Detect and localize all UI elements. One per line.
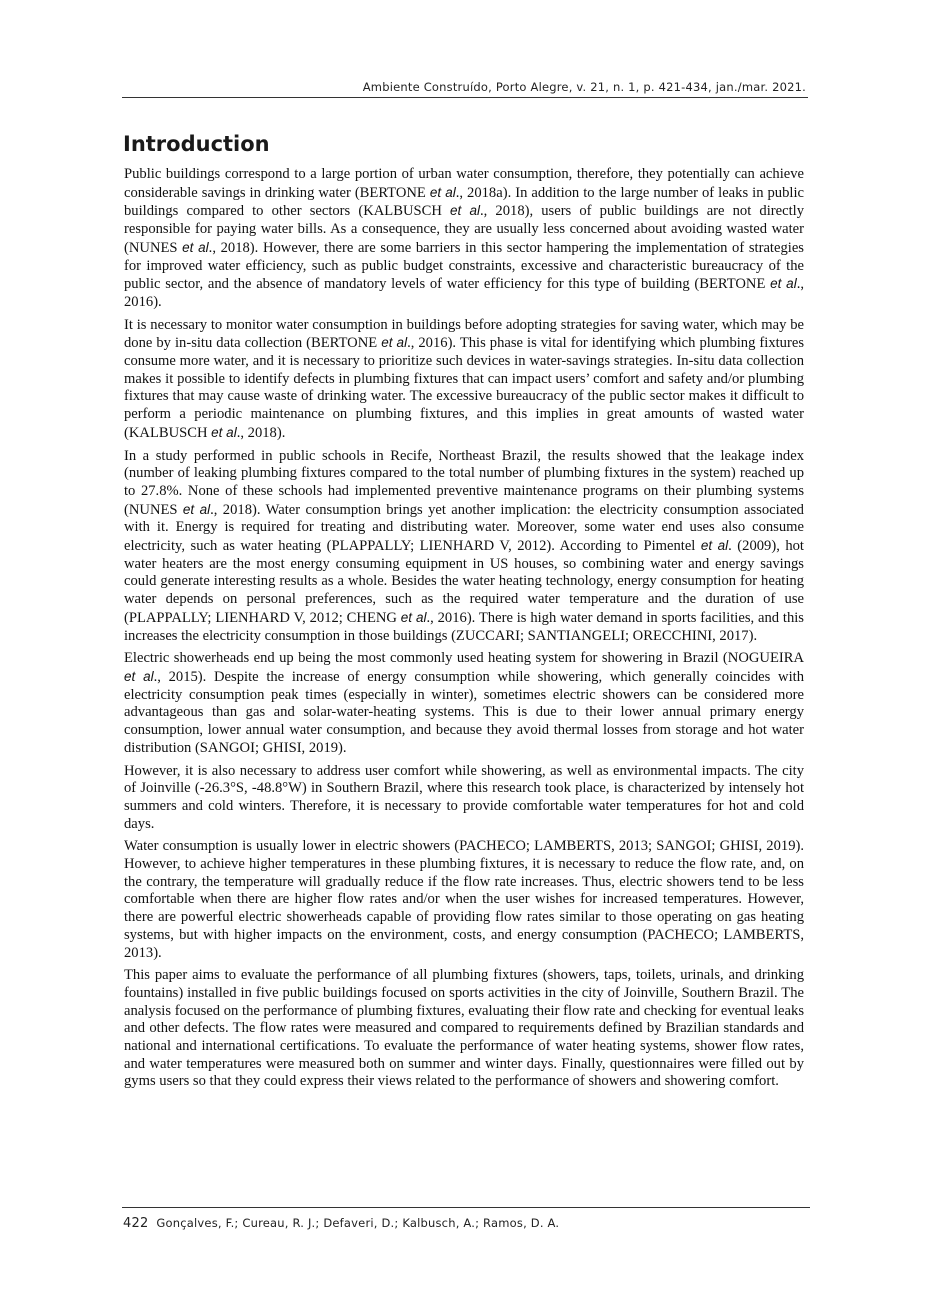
text-run: ., 2018), users of public buildings are not directly responsible for paying water bills. As a consequence, they are usually less concerned about avoiding wasted water (NUNES	[124, 203, 804, 256]
page-footer	[123, 1216, 559, 1231]
page-number: 422	[123, 1216, 149, 1231]
text-run: However, it is also necessary to address user comfort while showering, as well as environmental impacts. The city of Joinville (-26.3°S, -48.8°W) in Southern Brazil, where this research took place, is characterized by intensely hot summers and cold winters. Therefore, it is necessary to provide comfortable water temperatures for hot and cold days.	[124, 762, 804, 832]
body-text	[124, 166, 804, 1096]
text-run: ., 2016). This phase is vital for identifying which plumbing fixtures consume more water, and it is necessary to prioritize such devices in water-savings strategies. In-situ data collection makes it possible to identify defects in plumbing fixtures that can impact users’ comfort and safety and/or plumbing fixtures that may cause waste of drinking water. The excessive bureaucracy of the public sector makes it difficult to perform a periodic maintenance on plumbing fixtures, and this implies in great amounts of wasted water (KALBUSCH	[124, 335, 804, 441]
et-al-italic: et al	[450, 203, 480, 219]
text-run: This paper aims to evaluate the performance of all plumbing fixtures (showers, taps, toilets, urinals, and drinking fountains) installed in five public buildings focused on sports activities in the city of Joinville, Southern Brazil. The analysis focused on the performance of plumbing fixtures, evaluating their flow rate and checking for eventual leaks and other defects. The flow rates were measured and compared to requirements defined by Brazilian standards and national and international certifications. To evaluate the performance of water heating systems, shower flow rates, and water temperatures were measured both on summer and winter days. Finally, questionnaires were filled out by gyms users so that they could express their views related to the performance of showers and showering comfort.	[124, 967, 804, 1090]
et-al-italic: et al	[770, 276, 797, 292]
et-al-italic: et al	[124, 668, 154, 684]
et-al-italic: et al	[700, 538, 729, 554]
footer-divider	[122, 1207, 810, 1208]
text-run: ., 2018a). In addition to the large number of leaks in public buildings compared to other sectors (KALBUSCH	[124, 184, 804, 220]
paragraph	[124, 317, 804, 443]
et-al-italic: et al	[429, 184, 456, 200]
text-run: Electric showerheads end up being the most commonly used heating system for showering in Brazil (NOGUEIRA	[124, 650, 804, 667]
et-al-italic: et al	[211, 424, 237, 440]
et-al-italic: et al	[381, 335, 408, 351]
et-al-italic: et al	[182, 239, 209, 255]
paragraph	[124, 166, 804, 312]
footer-authors: Gonçalves, F.; Cureau, R. J.; Defaveri, D.; Kalbusch, A.; Ramos, D. A.	[156, 1216, 560, 1230]
header-divider	[122, 97, 808, 98]
text-run: . (2009), hot water heaters are the most energy consuming equipment in US houses, so combining water and energy savings could generate interesting results as a whole. Besides the water heating technology, energy consumption for heating water depends on personal preferences, such as the required water temperature and the duration of use (PLAPPALLY; LIENHARD V, 2012; CHENG	[124, 538, 804, 626]
running-header: Ambiente Construído, Porto Alegre, v. 21, n. 1, p. 421-434, jan./mar. 2021.	[362, 80, 806, 94]
text-run: ., 2018). However, there are some barriers in this sector hampering the implementation of strategies for improved water efficiency, such as public budget constraints, excessive and characteristic bureaucracy of the public sector, and the absence of mandatory levels of water efficiency for this type of building (BERTONE	[124, 239, 804, 293]
text-run: In a study performed in public schools in Recife, Northeast Brazil, the results showed that the leakage index (number of leaking plumbing fixtures compared to the total number of plumbing fixtures in the system) reached up to 27.8%. None of these schools had implemented preventive maintenance programs on their plumbing systems (NUNES	[124, 447, 804, 518]
text-run: ., 2016). There is high water demand in sports facilities, and this increases the electricity consumption in those buildings (ZUCCARI; SANTIANGELI; ORECCHINI, 2017).	[124, 609, 804, 644]
section-title: Introduction	[123, 132, 270, 156]
text-run: Water consumption is usually lower in electric showers (PACHECO; LAMBERTS, 2013; SANGOI; GHISI, 2019). However, to achieve higher temperatures in these plumbing fixtures, it is necessary to reduce the flow rate, and, on the contrary, the temperature will gradually reduce if the flow rate increases. Thus, electric showers tend to be less comfortable when there are higher flow rates and/or when the user wishes for increased temperatures. However, there are powerful electric showerheads capable of providing flow rates similar to those operating on gas heating systems, but with higher impacts on the environment, costs, and energy consumption (PACHECO; LAMBERTS, 2013).	[124, 838, 804, 961]
paragraph	[124, 448, 804, 646]
text-run: ., 2018).	[236, 424, 286, 441]
text-run: ., 2016).	[124, 276, 804, 310]
paragraph	[124, 763, 804, 834]
text-run: ., 2015). Despite the increase of energy consumption while showering, which generally coincides with electricity consumption peak times (especially in winter), sometimes electric showers can be considered more advantageous than gas and solar-water-heating systems. This is due to their lower annual primary energy consumption, lower annual water consumption, and because they avoid thermal losses from storage and hot water distribution (SANGOI; GHISI, 2019).	[124, 668, 804, 756]
text-run: ., 2018). Water consumption brings yet another implication: the electricity consumption associated with it. Energy is required for treating and distributing water. Moreover, some water end uses also consume electricity, such as water heating (PLAPPALLY; LIENHARD V, 2012). According to Pimentel	[124, 501, 804, 555]
et-al-italic: et al	[400, 609, 427, 625]
paragraph	[124, 650, 804, 757]
paragraph	[124, 838, 804, 962]
text-run: Public buildings correspond to a large portion of urban water consumption, therefore, they potentially can achieve considerable savings in drinking water (BERTONE	[124, 166, 804, 201]
text-run: It is necessary to monitor water consumption in buildings before adopting strategies for saving water, which may be done by in-situ data collection (BERTONE	[124, 316, 804, 352]
et-al-italic: et al	[182, 501, 211, 517]
paragraph	[124, 967, 804, 1091]
